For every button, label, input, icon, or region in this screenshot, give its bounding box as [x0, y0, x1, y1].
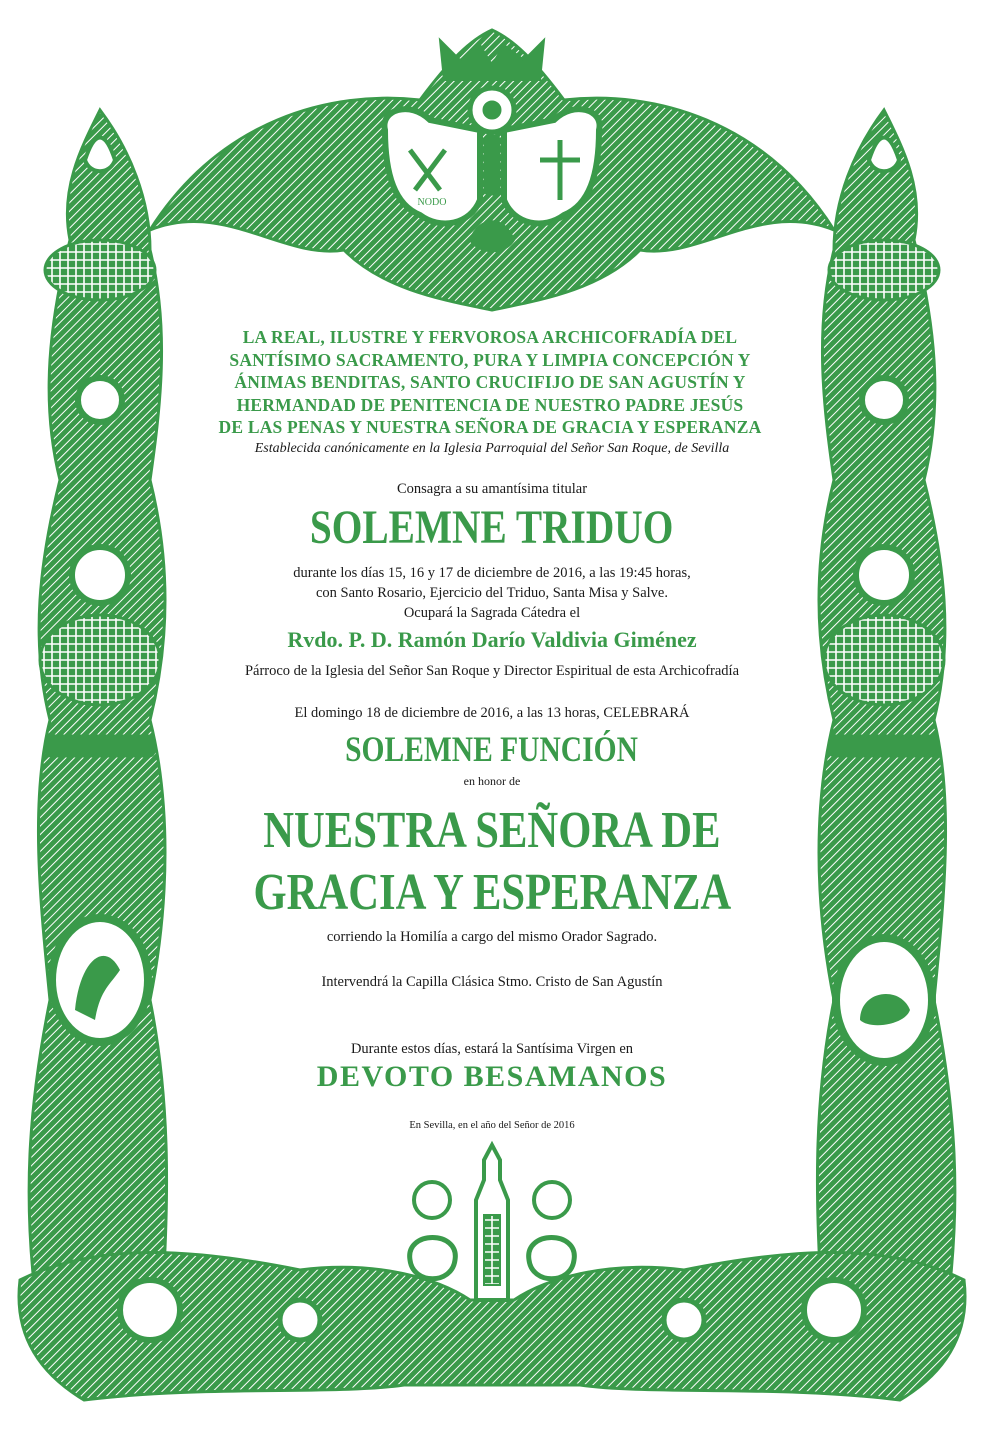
triduo-program: con Santo Rosario, Ejercicio del Triduo, Santa Misa y Salve.	[316, 585, 668, 601]
funcion-honor: en honor de	[463, 774, 521, 788]
brotherhood-title-line: LA REAL, ILUSTRE Y FERVOROSA ARCHICOFRADÍA DEL	[242, 327, 738, 347]
funcion-title: SOLEMNE FUNCIÓN	[345, 729, 639, 769]
triduo-title: SOLEMNE TRIDUO	[310, 501, 674, 554]
besamanos-title: DEVOTO BESAMANOS	[316, 1060, 668, 1093]
funcion-intro: El domingo 18 de diciembre de 2016, a las 13 horas, CELEBRARÁ	[294, 705, 690, 721]
triduo-schedule: durante los días 15, 16 y 17 de diciembre de 2016, a las 19:45 horas,	[293, 565, 691, 581]
besamanos-intro: Durante estos días, estará la Santísima Virgen en	[350, 1041, 634, 1057]
music-note: Intervendrá la Capilla Clásica Stmo. Cristo de San Agustín	[321, 974, 663, 990]
nodo-seal-text: NODO	[417, 197, 447, 208]
virgin-name-line-1: NUESTRA SEÑORA DE	[263, 802, 721, 859]
brotherhood-title-line: HERMANDAD DE PENITENCIA DE NUESTRO PADRE JESÚS	[236, 394, 744, 415]
triduo-intro: Consagra a su amantísima titular	[396, 481, 588, 497]
homily-note: corriendo la Homilía a cargo del mismo Orador Sagrado.	[326, 929, 658, 945]
brotherhood-title-line: DE LAS PENAS Y NUESTRA SEÑORA DE GRACIA Y ESPERANZA	[218, 417, 762, 437]
footer-date: En Sevilla, en el año del Señor de 2016	[409, 1120, 575, 1131]
triduo-chair: Ocupará la Sagrada Cátedra el	[403, 605, 581, 621]
established-note: Establecida canónicamente en la Iglesia Parroquial del Señor San Roque, de Sevilla	[254, 441, 730, 456]
preacher-name: Rvdo. P. D. Ramón Darío Valdivia Giménez	[287, 627, 697, 652]
brotherhood-title-line: SANTÍSIMO SACRAMENTO, PURA Y LIMPIA CONCEPCIÓN Y	[229, 349, 751, 370]
brotherhood-title-line: ÁNIMAS BENDITAS, SANTO CRUCIFIJO DE SAN AGUSTÍN Y	[234, 372, 746, 392]
preacher-role: Párroco de la Iglesia del Señor San Roque y Director Espiritual de esta Archicofradía	[244, 663, 740, 679]
brotherhood-title	[180, 326, 800, 439]
virgin-name-line-2: GRACIA Y ESPERANZA	[253, 864, 731, 921]
top-crest-ornament	[150, 30, 834, 310]
